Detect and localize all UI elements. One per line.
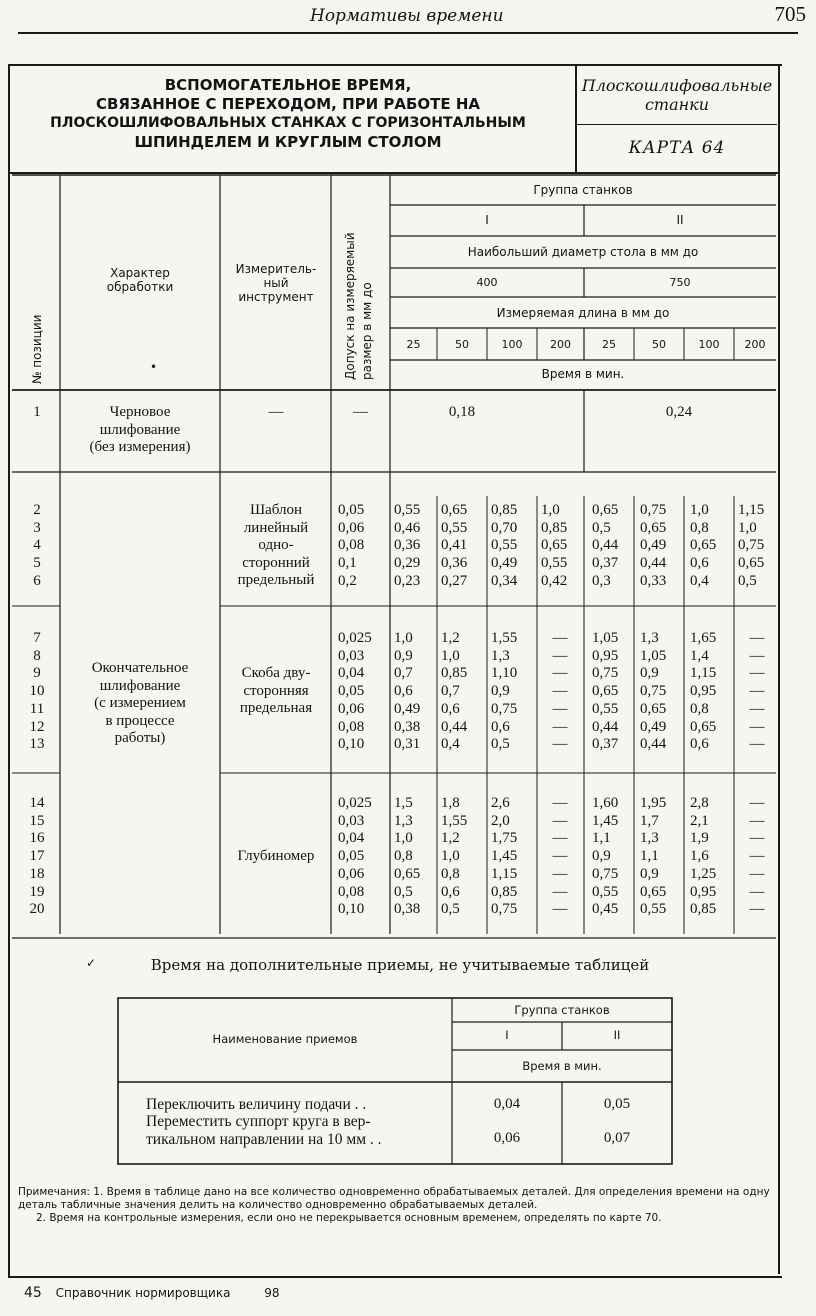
time-value: 0,5	[394, 883, 413, 900]
col-instrument-header	[222, 262, 330, 304]
time-value: 0,4	[690, 572, 709, 589]
row1-work-line: шлифование	[99, 421, 181, 438]
finishing-work-type	[62, 660, 218, 748]
time-value: 0,75	[640, 502, 667, 518]
position-number: 12	[29, 718, 45, 735]
time-value: 0,7	[441, 683, 460, 700]
time-value: 0,9	[640, 665, 659, 682]
time-value: 0,95	[690, 883, 717, 900]
time-value: —	[749, 883, 765, 900]
time-value: 0,37	[592, 736, 619, 753]
time-value: 0,45	[592, 901, 619, 918]
time-value: 1,55	[441, 812, 468, 829]
time-value: —	[552, 901, 568, 918]
time-value: 0,38	[394, 718, 421, 735]
time-value: —	[552, 665, 568, 682]
card-title-line: ПЛОСКОШЛИФОВАЛЬНЫХ СТАНКАХ С ГОРИЗОНТАЛЬНЫМ	[50, 115, 526, 131]
time-value: —	[552, 647, 568, 664]
time-value: 1,2	[441, 830, 460, 847]
row1-time-group1: 0,18	[448, 404, 476, 420]
time-value: —	[552, 830, 568, 847]
length-value: 100	[698, 338, 720, 351]
length-value: 50	[455, 338, 469, 351]
time-value: 0,55	[592, 883, 619, 900]
time-value: 0,75	[640, 683, 667, 700]
time-value: 1,95	[640, 795, 667, 811]
time-value: 0,5	[738, 572, 757, 589]
time-value: 0,44	[441, 718, 468, 735]
time-value: —	[552, 683, 568, 700]
time-value: —	[749, 700, 765, 717]
time-value: 0,65	[541, 537, 568, 554]
finishing-work-line: работы)	[114, 730, 166, 746]
group-1-label: I	[485, 213, 489, 227]
card-title-line: СВЯЗАННОЕ С ПЕРЕХОДОМ, ПРИ РАБОТЕ НА	[95, 95, 481, 113]
time-value: 0,55	[394, 502, 421, 518]
additional-row-name-line: Переместить суппорт круга в вер-	[146, 1113, 371, 1130]
time-value: 1,65	[690, 630, 717, 646]
tolerance-value: 0,10	[338, 736, 365, 753]
time-value: —	[749, 830, 765, 847]
col-position-header: № позиции	[30, 314, 44, 384]
additional-title: Время на дополнительные приемы, не учитываемые таблицей	[150, 956, 650, 974]
time-value: 1,45	[592, 812, 619, 829]
position-number: 9	[33, 665, 41, 682]
tolerance-value: 0,10	[338, 901, 365, 918]
col-tolerance-header-2: размер в мм до	[360, 282, 374, 380]
time-value: —	[749, 683, 765, 700]
time-value: 1,3	[640, 830, 659, 847]
position-number: 3	[33, 519, 41, 536]
time-value: 0,9	[491, 683, 510, 700]
time-value: 0,6	[690, 736, 709, 753]
position-number: 16	[29, 830, 45, 847]
time-value: 0,29	[394, 555, 421, 572]
time-value: 0,6	[441, 883, 460, 900]
position-number: 19	[29, 883, 45, 900]
tolerance-value: 0,08	[338, 537, 365, 554]
tolerance-value: 0,06	[338, 865, 365, 882]
tolerance-value: 0,05	[338, 683, 365, 700]
additional-row-2-name	[146, 1113, 382, 1148]
time-value: —	[749, 812, 765, 829]
position-number: 15	[29, 812, 45, 829]
time-value: 1,6	[690, 848, 709, 865]
position-number: 13	[29, 736, 45, 753]
finishing-work-line: Окончательное	[91, 660, 189, 676]
time-value: 1,9	[690, 830, 709, 847]
time-value: 0,36	[441, 555, 468, 572]
time-value: —	[552, 718, 568, 735]
time-value: 0,42	[541, 572, 568, 589]
time-value: 0,9	[394, 647, 413, 664]
length-value: 200	[744, 338, 766, 351]
time-value: —	[749, 865, 765, 882]
time-value: 0,55	[541, 555, 568, 572]
time-value: 1,5	[394, 795, 413, 811]
time-value: 0,65	[640, 519, 667, 536]
time-value: 0,49	[394, 700, 421, 717]
time-value: 1,3	[640, 630, 659, 646]
tolerance-value: 0,06	[338, 700, 365, 717]
position-number: 20	[29, 901, 45, 918]
time-value: 1,55	[491, 630, 518, 646]
additional-group-2: II	[613, 1028, 621, 1042]
time-value: 0,44	[640, 555, 667, 572]
time-value: 1,60	[592, 795, 619, 811]
time-value: 0,95	[690, 683, 717, 700]
time-value: 1,10	[491, 665, 518, 682]
time-value: 1,8	[441, 795, 460, 811]
time-value: 2,1	[690, 812, 709, 829]
time-value: 0,55	[592, 700, 619, 717]
time-value: 0,44	[592, 718, 619, 735]
time-value: 0,85	[491, 883, 518, 900]
row1-tolerance: —	[353, 404, 368, 420]
time-value: 0,5	[441, 901, 460, 918]
time-value: 1,05	[640, 647, 667, 664]
instrument-line: Скоба дву-	[241, 665, 311, 682]
time-value: 0,6	[394, 683, 413, 700]
time-value: 0,55	[491, 537, 518, 554]
time-value: —	[552, 700, 568, 717]
time-value: 0,8	[690, 519, 709, 536]
length-value: 100	[501, 338, 523, 351]
diameter-2: 750	[669, 276, 691, 289]
time-value: 0,5	[592, 519, 611, 536]
instrument-line: Глубиномер	[237, 848, 315, 865]
row1-time-group2: 0,24	[665, 404, 693, 420]
tolerance-value: 0,04	[338, 665, 365, 682]
time-value: —	[749, 718, 765, 735]
time-value: 0,4	[441, 736, 460, 753]
additional-col-name: Наименование приемов	[212, 1032, 358, 1046]
row1-work-line: (без измерения)	[89, 439, 191, 455]
col-work-type-header	[62, 266, 218, 294]
row1-instrument: —	[268, 404, 284, 420]
time-value: 0,46	[394, 519, 421, 536]
tolerance-value: 0,04	[338, 830, 365, 847]
additional-time-label: Время в мин.	[522, 1059, 602, 1073]
time-value: 0,75	[592, 665, 619, 682]
time-value: —	[749, 736, 765, 753]
tolerance-value: 0,05	[338, 848, 365, 865]
length-value: 25	[406, 338, 421, 351]
time-value: 1,25	[690, 865, 717, 882]
signature-number: 98	[264, 1286, 280, 1300]
note-1: Примечания: 1. Время в таблице дано на все количество одновременно обрабатываемых деталей. Для определения времени на одну деталь табличные значения делить на количество одновременно обрабатываемых деталей.	[18, 1186, 770, 1211]
row1-position: 1	[33, 404, 41, 420]
work-type-bullet: •	[150, 360, 158, 374]
instrument-line: сторонняя	[243, 682, 309, 699]
time-value: 1,1	[592, 830, 611, 847]
time-value: 0,75	[738, 537, 765, 554]
time-value: 0,31	[394, 736, 421, 753]
instrument-line: сторонний	[242, 554, 310, 571]
card-title-line: ШПИНДЕЛЕМ И КРУГЛЫМ СТОЛОМ	[134, 133, 442, 151]
machine-type-line: Плоскошлифовальные	[581, 76, 773, 95]
additional-row-1-g1: 0,04	[493, 1096, 521, 1112]
time-value: —	[749, 630, 765, 646]
time-value: 0,8	[690, 700, 709, 717]
finishing-work-line: (с измерением	[94, 695, 186, 711]
time-value: 1,0	[394, 830, 413, 847]
time-value: 0,49	[640, 537, 667, 554]
additional-row-name-line: Переключить величину подачи . .	[146, 1096, 367, 1113]
col-instrument-line: инструмент	[238, 290, 314, 304]
tolerance-value: 0,2	[338, 572, 357, 589]
additional-row-2-g1: 0,06	[493, 1130, 521, 1146]
additional-row-2-g2: 0,07	[603, 1130, 631, 1146]
time-label: Время в мин.	[541, 367, 625, 381]
time-value: 0,65	[592, 683, 619, 700]
length-label: Измеряемая длина в мм до	[496, 306, 670, 320]
position-number: 5	[33, 555, 41, 572]
time-value: 0,27	[441, 572, 468, 589]
position-number: 7	[33, 630, 41, 646]
time-value: 1,4	[690, 647, 709, 664]
row1-work-line: Черновое	[109, 404, 171, 420]
length-value: 200	[550, 338, 571, 351]
col-instrument-line: Измеритель-	[235, 262, 317, 276]
time-value: 0,85	[441, 665, 468, 682]
time-value: —	[552, 795, 568, 811]
time-value: 0,65	[690, 718, 717, 735]
additional-group-1: I	[505, 1028, 509, 1042]
instrument-label	[222, 848, 330, 866]
time-value: 0,3	[592, 572, 611, 589]
tolerance-value: 0,025	[338, 630, 372, 646]
tolerance-value: 0,06	[338, 519, 365, 536]
time-value: 0,55	[640, 901, 667, 918]
page-number: 705	[774, 2, 806, 26]
note-2: 2. Время на контрольные измерения, если оно не перекрывается основным временем, определять по карте 70.	[36, 1212, 662, 1224]
time-value: 1,15	[690, 665, 717, 682]
time-value: 0,8	[394, 848, 413, 865]
time-value: 1,0	[690, 502, 709, 518]
card-title-line: ВСПОМОГАТЕЛЬНОЕ ВРЕМЯ,	[164, 76, 412, 94]
time-value: 1,45	[491, 848, 518, 865]
time-value: 1,15	[738, 502, 765, 518]
time-value: —	[552, 865, 568, 882]
time-value: 0,5	[491, 736, 510, 753]
tolerance-value: 0,05	[338, 502, 365, 518]
col-tolerance-header-1: Допуск на измеряемый	[343, 232, 357, 380]
time-value: 0,44	[592, 537, 619, 554]
time-value: —	[749, 901, 765, 918]
length-value: 25	[602, 338, 616, 351]
time-value: 0,85	[541, 519, 568, 536]
time-value: 0,70	[491, 519, 518, 536]
running-title: Нормативы времени	[310, 6, 504, 26]
time-value: 0,75	[491, 700, 518, 717]
time-value: 0,75	[592, 865, 619, 882]
finishing-work-line: в процессе	[105, 712, 175, 729]
position-number: 14	[29, 795, 45, 811]
col-work-type-line: Характер	[110, 266, 170, 280]
additional-row-1-name	[146, 1096, 366, 1114]
position-number: 11	[29, 700, 45, 717]
time-value: 2,6	[491, 795, 510, 811]
footer	[24, 1285, 280, 1301]
time-value: —	[552, 848, 568, 865]
position-number: 10	[29, 683, 45, 700]
time-value: 0,65	[592, 502, 619, 518]
time-value: 0,9	[592, 848, 611, 865]
tolerance-value: 0,08	[338, 718, 365, 735]
time-value: 0,65	[640, 700, 667, 717]
position-number: 18	[29, 865, 45, 882]
instrument-line: Шаблон	[249, 502, 303, 518]
time-value: 1,75	[491, 830, 518, 847]
time-value: 1,0	[541, 502, 560, 518]
time-value: 0,65	[738, 555, 765, 572]
position-number: 2	[33, 502, 41, 518]
time-value: 0,65	[640, 883, 667, 900]
diameter-1: 400	[476, 276, 498, 289]
tolerance-value: 0,03	[338, 812, 365, 829]
row1-work-type	[62, 404, 218, 457]
time-value: 0,41	[441, 537, 468, 554]
time-value: 0,34	[491, 572, 518, 589]
machine-type-line: станки	[644, 95, 710, 114]
instrument-line: предельный	[237, 572, 315, 588]
position-number: 8	[33, 647, 41, 664]
book-title: Справочник нормировщика	[55, 1286, 231, 1300]
position-number: 6	[33, 572, 41, 589]
instrument-line: одно-	[258, 537, 294, 553]
time-value: 1,15	[491, 865, 518, 882]
instrument-line: линейный	[243, 519, 309, 536]
time-value: 0,38	[394, 901, 421, 918]
time-value: —	[552, 736, 568, 753]
time-value: 0,36	[394, 537, 421, 554]
time-value: 0,95	[592, 647, 619, 664]
card-number: КАРТА 64	[628, 138, 726, 158]
time-value: —	[749, 665, 765, 682]
time-value: —	[749, 647, 765, 664]
additional-row-1-g2: 0,05	[603, 1096, 631, 1112]
table-diameter-label: Наибольший диаметр стола в мм до	[467, 245, 699, 259]
time-value: 0,8	[441, 865, 460, 882]
time-value: 0,75	[491, 901, 518, 918]
time-value: 0,6	[491, 718, 510, 735]
tolerance-value: 0,03	[338, 647, 365, 664]
group-2-label: II	[676, 213, 684, 227]
time-value: 0,55	[441, 519, 468, 536]
instrument-label	[222, 502, 330, 590]
finishing-work-line: шлифование	[99, 677, 181, 694]
tolerance-value: 0,1	[338, 555, 357, 572]
time-value: —	[552, 630, 568, 646]
time-value: 2,0	[491, 812, 510, 829]
time-value: 0,9	[640, 865, 659, 882]
time-value: 2,8	[690, 795, 709, 811]
tolerance-value: 0,08	[338, 883, 365, 900]
time-value: 0,23	[394, 572, 421, 589]
time-value: 0,6	[690, 555, 709, 572]
time-value: 0,44	[640, 736, 667, 753]
time-value: 1,2	[441, 630, 460, 646]
time-value: 1,1	[640, 848, 659, 865]
time-value: 1,05	[592, 630, 619, 646]
position-number: 4	[33, 537, 41, 554]
additional-machine-group: Группа станков	[514, 1003, 610, 1017]
tolerance-value: 0,025	[338, 795, 372, 811]
time-value: 0,49	[491, 555, 518, 572]
length-value: 50	[652, 338, 666, 351]
time-value: 1,0	[441, 848, 460, 865]
position-number: 17	[29, 848, 45, 865]
additional-row-name-line: тикальном направлении на 10 мм . .	[146, 1130, 382, 1148]
sheet-number: 45	[24, 1285, 42, 1301]
time-value: —	[552, 812, 568, 829]
col-instrument-line: ный	[263, 276, 289, 290]
col-work-type-line: обработки	[106, 280, 174, 294]
time-value: 1,3	[394, 812, 413, 829]
time-value: 1,3	[491, 647, 510, 664]
time-value: —	[749, 795, 765, 811]
instrument-line: предельная	[239, 700, 313, 717]
time-value: 0,33	[640, 572, 667, 589]
time-value: 1,0	[738, 519, 757, 536]
time-value: 1,0	[441, 647, 460, 664]
machine-group-label: Группа станков	[533, 183, 633, 197]
time-value: —	[749, 848, 765, 865]
time-value: 0,85	[690, 901, 717, 918]
tick-mark: ✓	[86, 956, 97, 970]
time-value: 0,37	[592, 555, 619, 572]
instrument-label	[222, 665, 330, 718]
time-value: 0,7	[394, 665, 413, 682]
time-value: 0,6	[441, 700, 460, 717]
time-value: —	[552, 883, 568, 900]
time-value: 1,0	[394, 630, 413, 646]
time-value: 0,49	[640, 718, 667, 735]
time-value: 0,65	[394, 865, 421, 882]
time-value: 0,65	[690, 537, 717, 554]
time-value: 0,85	[491, 502, 518, 518]
time-value: 0,65	[441, 502, 468, 518]
time-value: 1,7	[640, 812, 659, 829]
notes	[18, 1186, 774, 1225]
